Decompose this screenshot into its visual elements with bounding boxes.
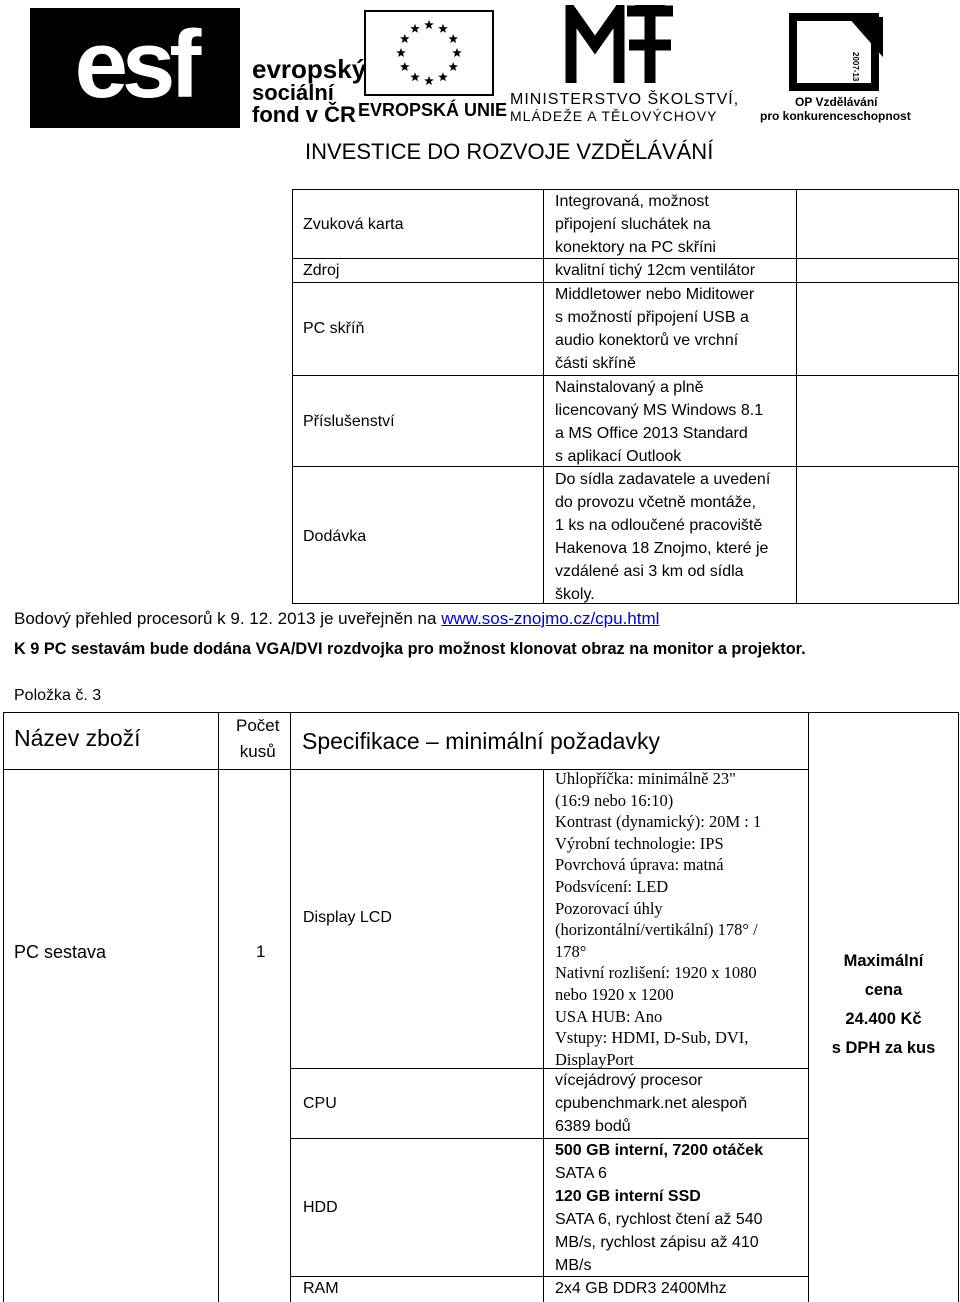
eu-star-icon (449, 62, 459, 71)
eu-stars-icon (366, 12, 492, 94)
component-name: Display LCD (303, 909, 392, 926)
op-logo (760, 12, 920, 124)
eu-star-icon (410, 24, 420, 33)
item-name: Příslušenství (303, 413, 395, 430)
msmt-line2: MLÁDEŽE A TĚLOVÝCHOVY (510, 108, 718, 124)
op-badge: 2007-13 (851, 52, 860, 82)
item-spec: Integrovaná, možnost připojení sluchátek na konektory na PC skříni (555, 193, 716, 256)
op-mark-icon (788, 12, 888, 92)
item-spec: Do sídla zadavatele a uvedení do provozu včetně montáže, 1 ks na odloučené pracoviště Hakenova 18 Znojmo, které je vzdálené asi 3 km od sídla školy. (555, 471, 771, 603)
max-price: Maximální cena 24.400 Kč s DPH za kus (831, 952, 936, 1057)
eu-star-icon (449, 34, 459, 43)
esf-logo-text: esf (74, 11, 196, 118)
k9-note: K 9 PC sestavám bude dodána VGA/DVI rozdvojka pro možnost klonovat obraz na monitor a projektor. (14, 640, 806, 658)
component-spec: vícejádrový procesor cpubenchmark.net alespoň 6389 bodů (555, 1072, 748, 1135)
item-spec: kvalitní tichý 12cm ventilátor (555, 262, 756, 279)
component-name: RAM (303, 1280, 339, 1297)
esf-line3: fond v ČR (252, 102, 356, 127)
header-name: Název zboží (14, 725, 141, 751)
eu-label: EVROPSKÁ UNIE (358, 100, 508, 120)
msmt-line1: MINISTERSTVO ŠKOLSTVÍ, (510, 91, 740, 108)
item-spec: Nainstalovaný a plně licencovaný MS Windows 8.1 a MS Office 2013 Standard s aplikací Outlook (555, 379, 764, 465)
eu-star-icon (400, 62, 410, 71)
eu-star-icon (424, 76, 434, 85)
item-spec: Middletower nebo Miditower s možností připojení USB a audio konektorů ve vrchní části skříně (555, 286, 755, 372)
banner: INVESTICE DO ROZVOJE VZDĚLÁVÁNÍ (305, 139, 714, 164)
item-name: Dodávka (303, 528, 367, 545)
eu-star-icon (438, 24, 448, 33)
item-name: PC sestava (14, 942, 107, 962)
component-spec: 500 GB interní, 7200 otáček SATA 6 120 GB interní SSD SATA 6, rychlost čtení až 540 MB/s, rychlost zápisu až 410 MB/s (555, 1142, 764, 1274)
eu-logo (358, 10, 508, 122)
eu-star-icon (452, 48, 462, 57)
header-spec: Specifikace – minimální požadavky (302, 728, 660, 754)
component-spec: Uhlopříčka: minimálně 23" (16:9 nebo 16:10) Kontrast (dynamický): 20M : 1 Výrobní technologie: IPS Povrchová úprava: matná Podsvícení: LED Pozorovací úhly (horizontální/vertikální) 178° / 178° Nativní rozlišení: 1920 x 1080 nebo 1920 x 1200 USA HUB: Ano Vstupy: HDMI, D-Sub, DVI, DisplayPort (555, 769, 762, 1069)
msmt-logo (510, 5, 755, 123)
msmt-mark-icon (565, 5, 685, 87)
esf-logo (30, 8, 367, 128)
item-name: Zdroj (303, 262, 340, 279)
item-name: Zvuková karta (303, 216, 404, 233)
eu-flag (364, 10, 494, 96)
item-count: 1 (256, 942, 266, 961)
esf-line1: evropský (252, 54, 367, 84)
component-name: HDD (303, 1199, 338, 1216)
polozka-label: Položka č. 3 (14, 687, 102, 704)
item-name: PC skříň (303, 320, 365, 337)
eu-star-icon (400, 34, 410, 43)
overview-text: Bodový přehled procesorů k 9. 12. 2013 je uveřejněn na (14, 609, 442, 628)
cpu-overview-link[interactable]: www.sos-znojmo.cz/cpu.html (441, 609, 660, 628)
esf-line2: sociální (252, 80, 334, 105)
op-line1: OP Vzdělávání (795, 95, 878, 109)
component-name: CPU (303, 1095, 337, 1112)
header-count: Počet kusů (236, 716, 280, 761)
op-line2: pro konkurenceschopnost (760, 109, 911, 123)
eu-star-icon (438, 72, 448, 81)
overview-note (14, 608, 659, 630)
eu-star-icon (410, 72, 420, 81)
eu-star-icon (424, 20, 434, 29)
eu-star-icon (396, 48, 406, 57)
component-spec: 2x4 GB DDR3 2400Mhz (555, 1280, 727, 1297)
